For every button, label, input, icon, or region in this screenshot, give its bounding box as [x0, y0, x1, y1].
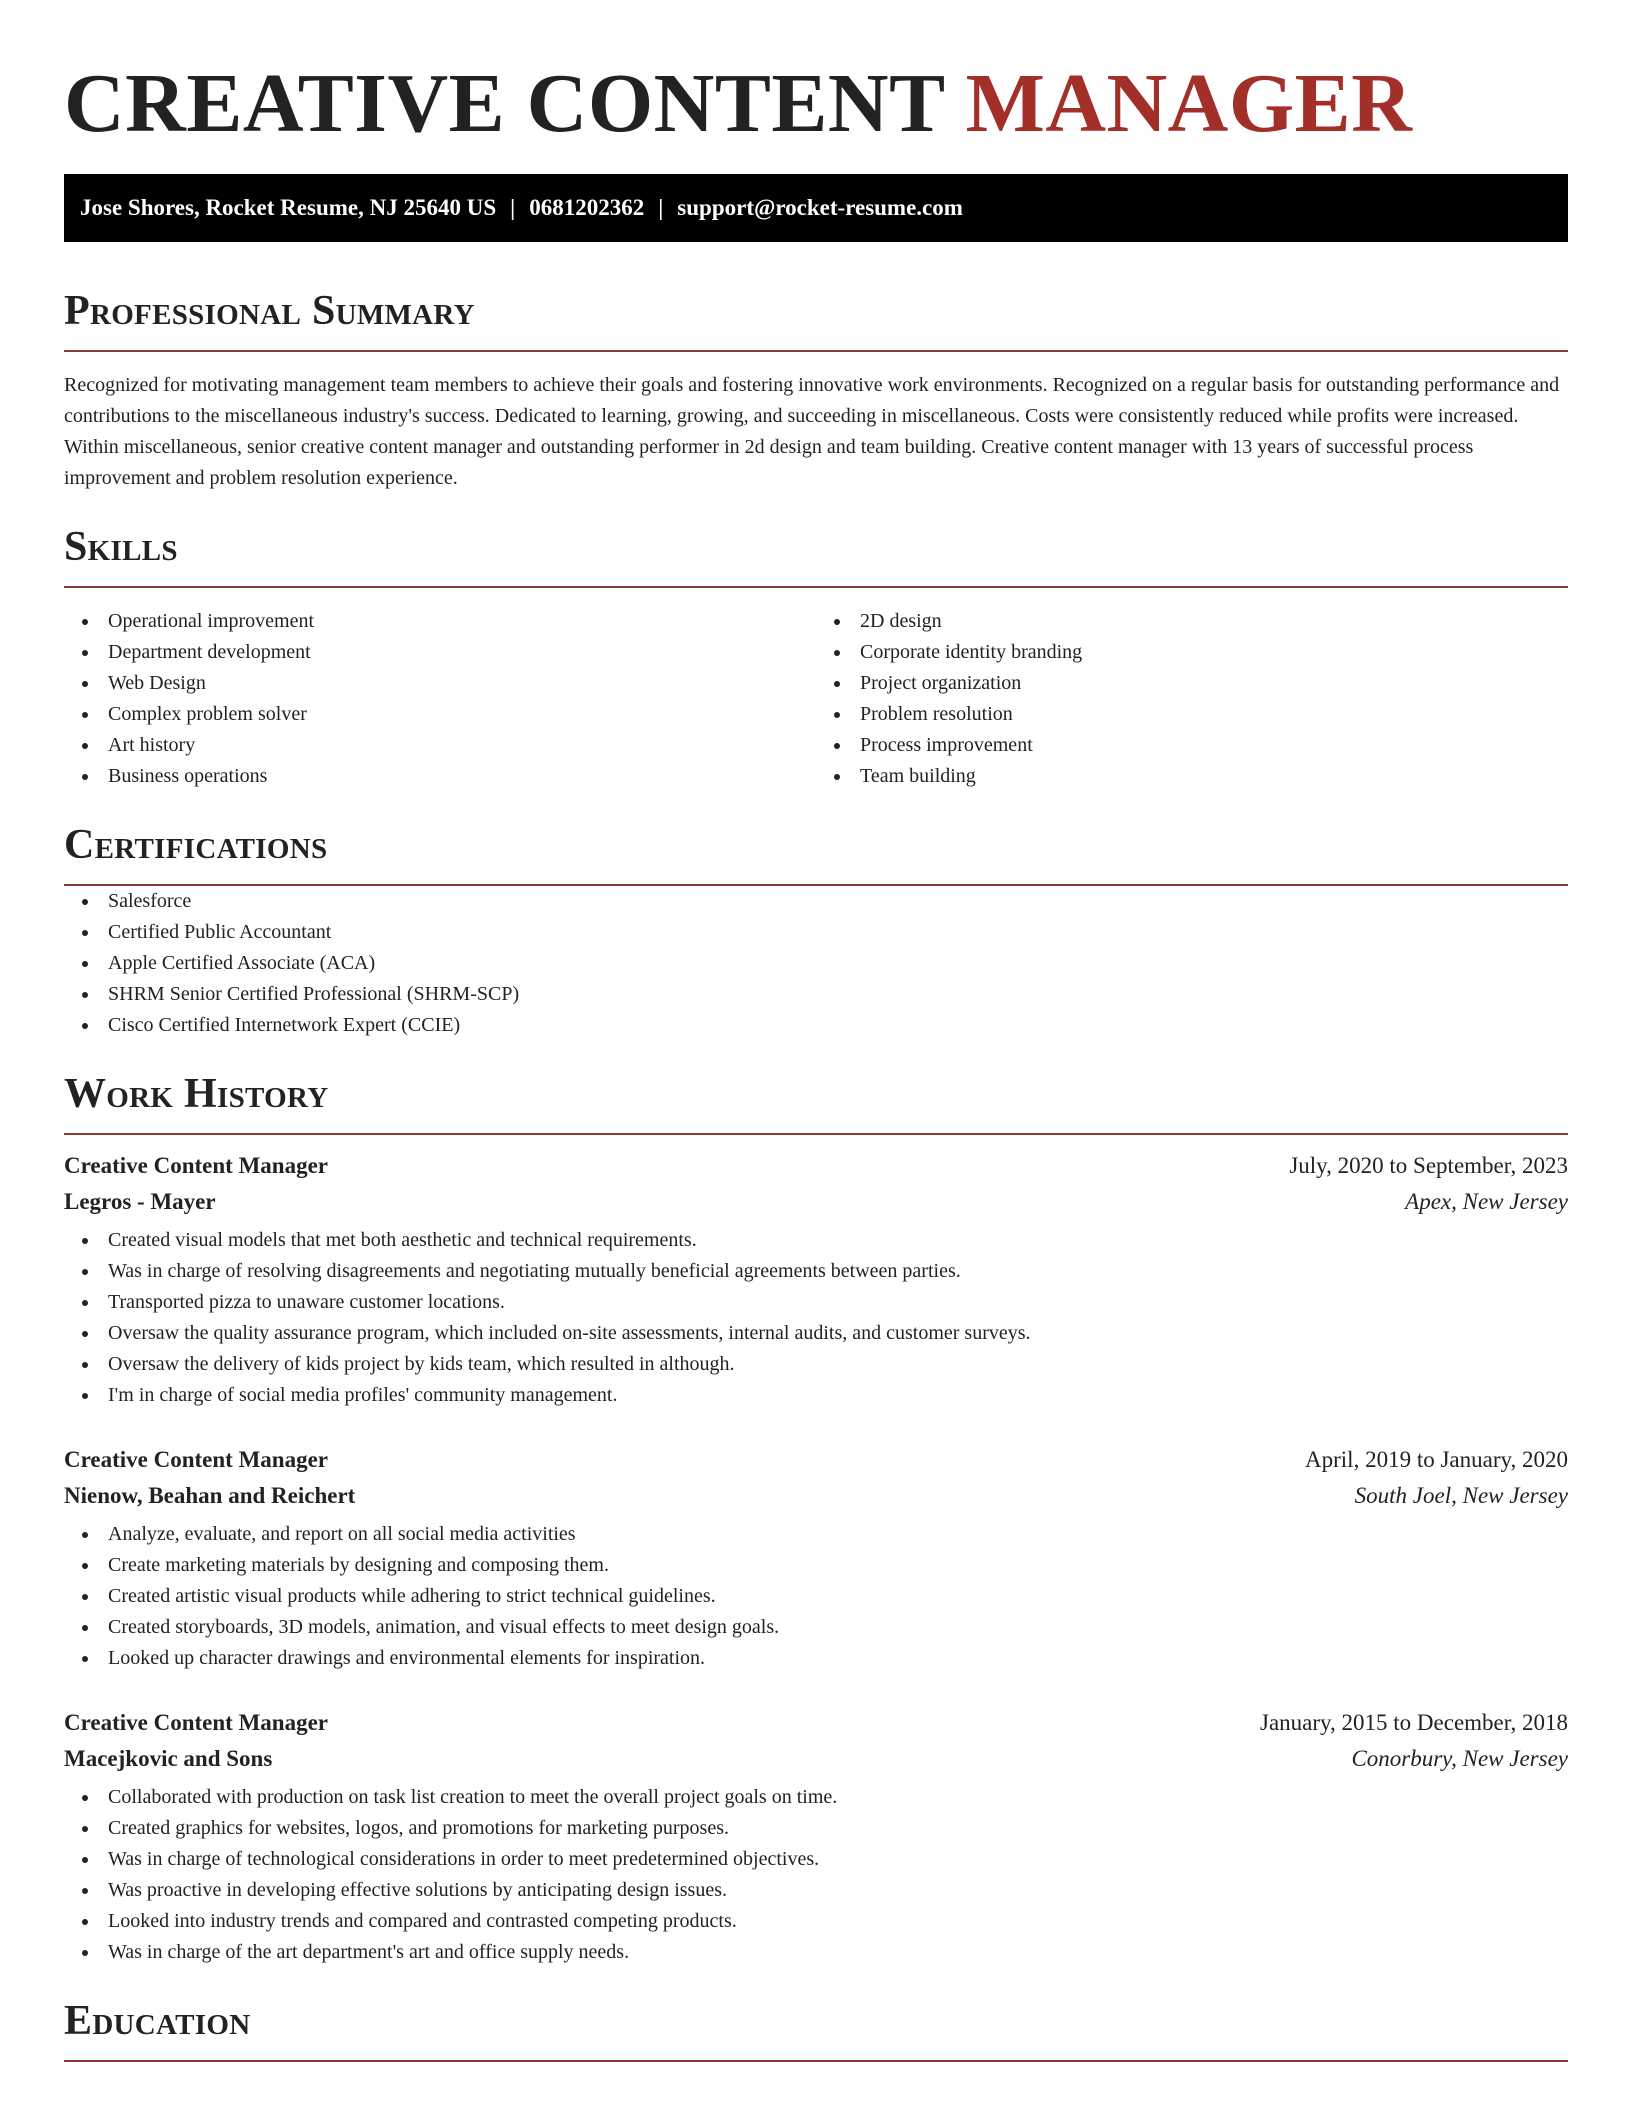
job-header-row — [64, 1153, 1568, 1189]
list-item: 2D design — [816, 606, 1568, 637]
list-item: Created visual models that met both aesthetic and technical requirements. — [64, 1225, 1568, 1256]
job-company-row — [64, 1746, 1568, 1782]
contact-email[interactable]: support@rocket-resume.com — [677, 195, 963, 220]
job-entry — [64, 1710, 1568, 1968]
list-item: Cisco Certified Internetwork Expert (CCIE) — [64, 1010, 1568, 1041]
job-entry — [64, 1153, 1568, 1411]
resume-title — [64, 0, 1568, 150]
job-location: South Joel, New Jersey — [1354, 1483, 1568, 1508]
contact-separator: | — [510, 195, 516, 220]
list-item: Team building — [816, 761, 1568, 792]
section-divider — [64, 350, 1568, 352]
list-item: Collaborated with production on task list creation to meet the overall project goals on time. — [64, 1782, 1568, 1813]
list-item: Corporate identity branding — [816, 637, 1568, 668]
job-dates: January, 2015 to December, 2018 — [1260, 1710, 1568, 1735]
job-company: Nienow, Beahan and Reichert — [64, 1483, 356, 1508]
list-item: Was in charge of technological considerations in order to meet predetermined objectives. — [64, 1844, 1568, 1875]
education-section — [64, 1996, 1568, 2062]
job-duties-list — [64, 1519, 1568, 1674]
list-item: Was in charge of resolving disagreements and negotiating mutually beneficial agreements between parties. — [64, 1256, 1568, 1287]
job-title: Creative Content Manager — [64, 1153, 329, 1178]
skills-list-left — [64, 606, 816, 792]
skills-column-right — [816, 606, 1568, 792]
title-accent: MANAGER — [965, 57, 1413, 150]
list-item: Apple Certified Associate (ACA) — [64, 948, 1568, 979]
certifications-list — [64, 886, 1568, 1041]
contact-bar — [64, 174, 1568, 242]
list-item: Business operations — [64, 761, 816, 792]
job-location: Conorbury, New Jersey — [1351, 1746, 1568, 1771]
job-header-row — [64, 1710, 1568, 1746]
list-item: Project organization — [816, 668, 1568, 699]
section-divider — [64, 1133, 1568, 1135]
skills-list-right — [816, 606, 1568, 792]
list-item: Oversaw the delivery of kids project by kids team, which resulted in although. — [64, 1349, 1568, 1380]
section-divider — [64, 2060, 1568, 2062]
list-item: Process improvement — [816, 730, 1568, 761]
summary-text: Recognized for motivating management team members to achieve their goals and fostering innovative work environments. Recognized on a regular basis for outstanding performance and contributions to the miscellaneous industry's success. Dedicated to learning, growing, and succeeding in miscellaneous. Costs were consistently reduced while profits were increased. Within miscellaneous, senior creative content manager and outstanding performer in 2d design and team building. Creative content manager with 13 years of successful process improvement and problem resolution experience. — [64, 374, 1560, 489]
list-item: Created graphics for websites, logos, and promotions for marketing purposes. — [64, 1813, 1568, 1844]
job-header-row — [64, 1447, 1568, 1483]
list-item: Created artistic visual products while adhering to strict technical guidelines. — [64, 1581, 1568, 1612]
list-item: Was in charge of the art department's art and office supply needs. — [64, 1937, 1568, 1968]
list-item: Certified Public Accountant — [64, 917, 1568, 948]
job-title: Creative Content Manager — [64, 1447, 329, 1472]
work-history-heading: Work History — [64, 1071, 329, 1117]
contact-separator: | — [658, 195, 664, 220]
list-item: Analyze, evaluate, and report on all social media activities — [64, 1519, 1568, 1550]
job-company-row — [64, 1483, 1568, 1519]
list-item: Complex problem solver — [64, 699, 816, 730]
skills-grid — [64, 606, 1568, 792]
list-item: Transported pizza to unaware customer locations. — [64, 1287, 1568, 1318]
job-company: Legros - Mayer — [64, 1189, 216, 1214]
list-item: Oversaw the quality assurance program, which included on-site assessments, internal audits, and customer surveys. — [64, 1318, 1568, 1349]
summary-section — [64, 286, 1568, 494]
job-duties-list — [64, 1782, 1568, 1968]
work-history-section — [64, 1069, 1568, 1968]
list-item: Salesforce — [64, 886, 1568, 917]
skills-section — [64, 522, 1568, 792]
list-item: Was proactive in developing effective solutions by anticipating design issues. — [64, 1875, 1568, 1906]
title-main: CREATIVE CONTENT — [64, 57, 945, 150]
contact-phone: 0681202362 — [529, 195, 645, 220]
list-item: Looked into industry trends and compared and contrasted competing products. — [64, 1906, 1568, 1937]
skills-heading: Skills — [64, 524, 178, 570]
certifications-heading: Certifications — [64, 822, 328, 868]
job-company: Macejkovic and Sons — [64, 1746, 273, 1771]
education-heading: Education — [64, 1998, 251, 2044]
list-item: Looked up character drawings and environmental elements for inspiration. — [64, 1643, 1568, 1674]
job-dates: July, 2020 to September, 2023 — [1289, 1153, 1568, 1178]
list-item: Web Design — [64, 668, 816, 699]
list-item: Problem resolution — [816, 699, 1568, 730]
skills-column-left — [64, 606, 816, 792]
job-entry — [64, 1447, 1568, 1674]
job-location: Apex, New Jersey — [1405, 1189, 1568, 1214]
list-item: SHRM Senior Certified Professional (SHRM-SCP) — [64, 979, 1568, 1010]
contact-address: Jose Shores, Rocket Resume, NJ 25640 US — [80, 195, 497, 220]
list-item: I'm in charge of social media profiles' community management. — [64, 1380, 1568, 1411]
job-dates: April, 2019 to January, 2020 — [1305, 1447, 1568, 1472]
list-item: Department development — [64, 637, 816, 668]
section-divider — [64, 586, 1568, 588]
list-item: Operational improvement — [64, 606, 816, 637]
job-duties-list — [64, 1225, 1568, 1411]
summary-heading: Professional Summary — [64, 288, 475, 334]
job-company-row — [64, 1189, 1568, 1225]
list-item: Art history — [64, 730, 816, 761]
certifications-section — [64, 820, 1568, 1041]
list-item: Create marketing materials by designing and composing them. — [64, 1550, 1568, 1581]
job-title: Creative Content Manager — [64, 1710, 329, 1735]
list-item: Created storyboards, 3D models, animation, and visual effects to meet design goals. — [64, 1612, 1568, 1643]
